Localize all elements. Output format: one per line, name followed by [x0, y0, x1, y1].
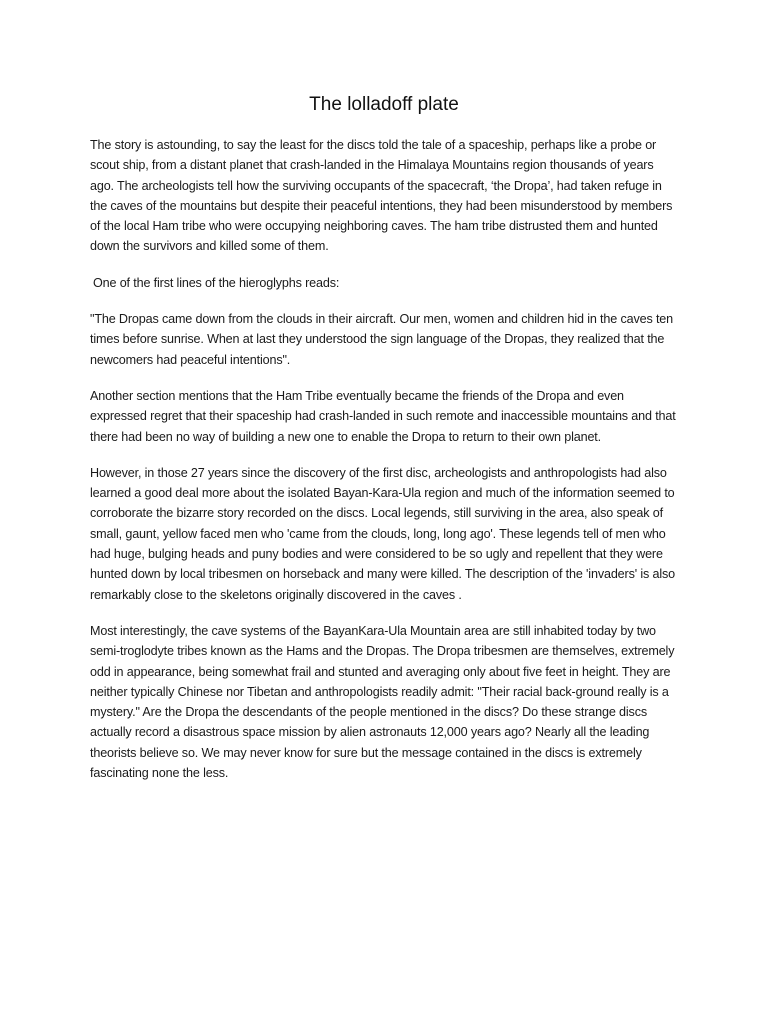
document-body	[90, 135, 680, 799]
paragraph-cave-systems: Most interestingly, the cave systems of the BayanKara-Ula Mountain area are still inhabited today by two semi-troglodyte tribes known as the Hams and the Dropas. The Dropa tribesmen are themselves, extremely odd in appearance, being somewhat frail and stunted and averaging only about five feet in height. They are neither typically Chinese nor Tibetan and anthropologists readily admit: "Their racial back-ground really is a mystery." Are the Dropa the descendants of the people mentioned in the discs? Do these strange discs actually record a disastrous space mission by alien astronauts 12,000 years ago? Nearly all the leading theorists believe so. We may never know for sure but the message contained in the discs is extremely fascinating none the less.	[90, 623, 675, 781]
paragraph-ham-tribe: Another section mentions that the Ham Tribe eventually became the friends of the Dropa and even expressed regret that their spaceship had crash-landed in such remote and inaccessible mountains and that there had been no way of building a new one to enable the Dropa to return to their own planet.	[90, 388, 676, 444]
paragraph-quote: "The Dropas came down from the clouds in their aircraft. Our men, women and children hid in the caves ten times before sunrise. When at last they understood the sign language of the Dropas, they realized that the newcomers had peaceful intentions".	[90, 312, 674, 367]
paragraph-hieroglyphs-intro: One of the first lines of the hieroglyphs reads:	[93, 275, 340, 290]
paragraph-legends: However, in those 27 years since the discovery of the first disc, archeologists and anthropologists had also learned a good deal more about the isolated Bayan-Kara-Ula region and much of the information seemed to corroborate the bizarre story recorded on the discs. Local legends, still surviving in the area, also speak of small, gaunt, yellow faced men who 'came from the clouds, long, long ago'. These legends tell of men who had huge, bulging heads and puny bodies and were considered to be so ugly and repellent that they were hunted down by local tribesmen on horseback and many were killed. The description of the 'invaders' is also remarkably close to the skeletons originally discovered in the caves .	[90, 465, 675, 602]
document-title: The lolladoff plate	[309, 94, 459, 115]
paragraph-intro: The story is astounding, to say the least for the discs told the tale of a spaceship, perhaps like a probe or scout ship, from a distant planet that crash-landed in the Himalaya Mountains region thousands of years ago. The archeologists tell how the surviving occupants of the spacecraft, ‘the Dropa’, had taken refuge in the caves of the mountains but despite their peaceful intentions, they had been misunderstood by members of the local Ham tribe who were occupying neighboring caves. The ham tribe distrusted them and hunted down the survivors and killed some of them.	[90, 138, 673, 254]
